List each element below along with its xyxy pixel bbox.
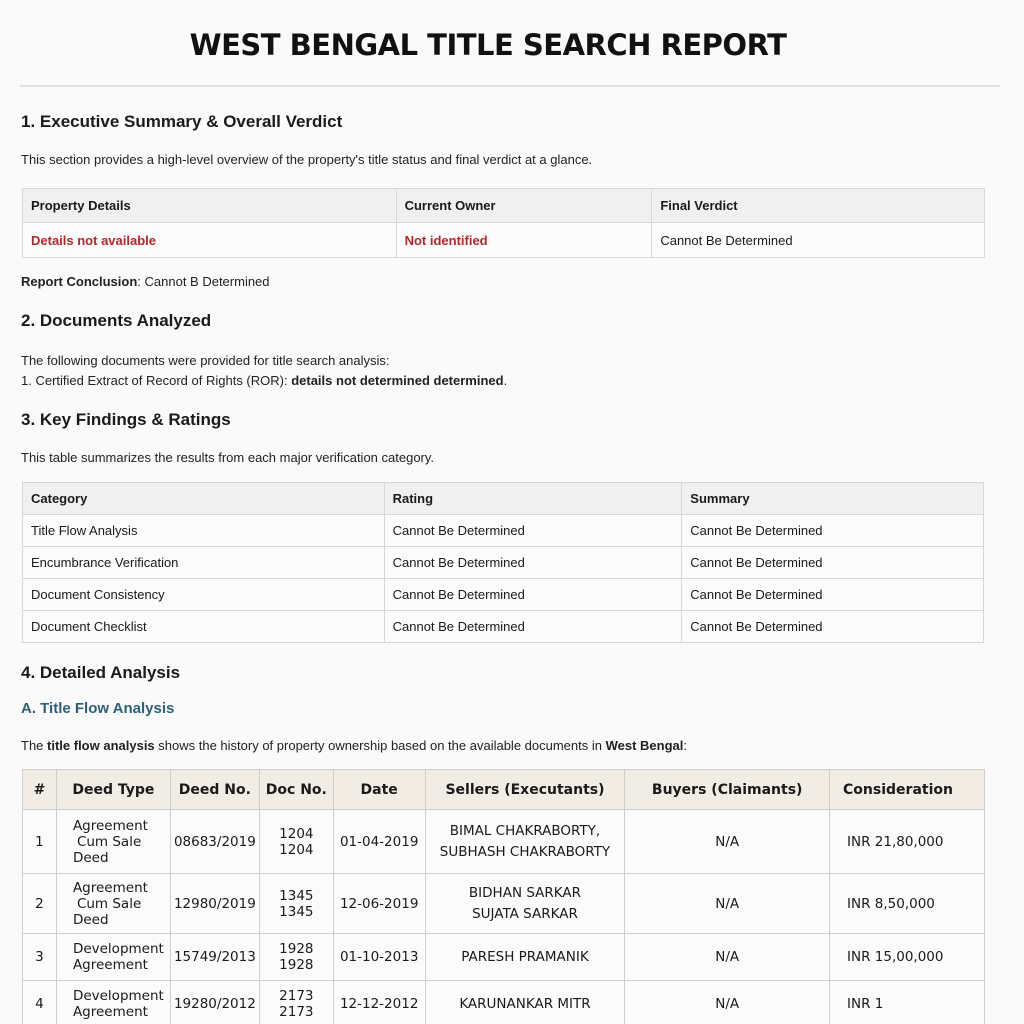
category-cell: Document Consistency: [23, 579, 385, 611]
section-3-heading: 3. Key Findings & Ratings: [21, 410, 231, 429]
seller-name: KARUNANKAR MITR: [459, 995, 591, 1012]
seller-name: SUBHASH CHAKRABORTY: [439, 843, 611, 860]
rating-cell: Cannot Be Determined: [384, 579, 682, 611]
buyers-cell: N/A: [625, 874, 830, 934]
intro-text: shows the history of property ownership based on the available documents in: [154, 738, 606, 753]
header-date: Date: [333, 770, 425, 810]
category-cell: Title Flow Analysis: [23, 515, 385, 547]
doc-no-line: 1204: [279, 841, 314, 858]
header-doc-no: Doc No.: [259, 770, 333, 810]
document-item-suffix: .: [503, 373, 508, 388]
deed-no-cell: 12980/2019: [170, 874, 259, 934]
deed-type-line: Development: [72, 988, 164, 1004]
deed-type-line: Cum Sale: [76, 833, 142, 850]
deed-type-line: Deed: [72, 849, 109, 866]
doc-no-line: 1204: [279, 825, 314, 842]
final-verdict-value: Cannot Be Determined: [652, 223, 985, 258]
table-row: [23, 981, 985, 1024]
header-consideration: Consideration: [830, 770, 985, 810]
current-owner-value: Not identified: [396, 223, 652, 258]
doc-no-line: 1345: [279, 887, 314, 904]
deed-type-cell: [56, 810, 170, 874]
title-flow-table: [22, 769, 985, 1024]
table-header-row: [23, 770, 985, 810]
category-cell: Encumbrance Verification: [23, 547, 385, 579]
deed-type-line: Agreement: [72, 817, 148, 834]
section-4-heading: 4. Detailed Analysis: [21, 663, 181, 682]
header-category: Category: [23, 483, 385, 515]
table-row: [23, 874, 985, 934]
deed-type-line: Agreement: [72, 1004, 148, 1020]
intro-state: West Bengal: [605, 738, 684, 753]
seller-name: BIMAL CHAKRABORTY,: [449, 822, 601, 839]
title-flow-subheading: A. Title Flow Analysis: [21, 700, 175, 717]
intro-text: The: [21, 738, 48, 753]
header-final-verdict: Final Verdict: [652, 189, 985, 223]
header-rating: Rating: [384, 483, 682, 515]
summary-cell: Cannot Be Determined: [682, 611, 984, 643]
header-sellers: Sellers (Executants): [425, 770, 625, 810]
document-name: 1. Certified Extract of Record of Rights (ROR):: [21, 373, 292, 388]
doc-no-line: 1345: [279, 903, 314, 920]
row-number: 3: [23, 934, 57, 981]
doc-no-cell: [259, 981, 333, 1024]
seller-name: BIDHAN SARKAR: [468, 884, 582, 901]
title-divider: [20, 85, 1000, 87]
sellers-cell: [425, 981, 625, 1024]
table-header-row: [23, 189, 985, 223]
row-number: 4: [23, 981, 57, 1024]
table-row: [23, 547, 984, 579]
table-row: [23, 515, 984, 547]
deed-no-cell: 08683/2019: [170, 810, 259, 874]
doc-no-line: 2173: [279, 988, 314, 1004]
sellers-cell: [425, 874, 625, 934]
date-cell: 01-04-2019: [333, 810, 425, 874]
consideration-cell: INR 8,50,000: [830, 874, 985, 934]
table-row: [23, 810, 985, 874]
header-current-owner: Current Owner: [396, 189, 652, 223]
buyers-cell: N/A: [625, 981, 830, 1024]
header-summary: Summary: [682, 483, 984, 515]
header-buyers: Buyers (Claimants): [625, 770, 830, 810]
deed-type-cell: [56, 874, 170, 934]
title-flow-intro: [21, 738, 687, 753]
deed-type-cell: [56, 934, 170, 981]
doc-no-line: 1928: [279, 941, 314, 957]
date-cell: 12-12-2012: [333, 981, 425, 1024]
date-cell: 01-10-2013: [333, 934, 425, 981]
buyers-cell: N/A: [625, 934, 830, 981]
deed-type-line: Agreement: [72, 879, 148, 896]
doc-no-cell: [259, 934, 333, 981]
table-row: [23, 223, 985, 258]
deed-no-cell: 15749/2013: [170, 934, 259, 981]
doc-no-line: 1928: [279, 957, 314, 973]
section-2-heading: 2. Documents Analyzed: [21, 311, 212, 330]
section-1-intro: This section provides a high-level overview of the property's title status and final verdict at a glance.: [21, 152, 593, 167]
section-3-intro: This table summarizes the results from each major verification category.: [21, 450, 435, 465]
row-number: 2: [23, 874, 57, 934]
intro-emphasis: title flow analysis: [47, 738, 155, 753]
key-findings-table: [22, 482, 984, 643]
summary-cell: Cannot Be Determined: [682, 515, 984, 547]
seller-name: PARESH PRAMANIK: [461, 948, 589, 965]
report-conclusion-label: Report Conclusion: [21, 274, 138, 289]
executive-summary-table: [22, 188, 985, 258]
table-row: [23, 611, 984, 643]
deed-type-line: Cum Sale: [76, 895, 142, 912]
deed-type-line: Deed: [72, 911, 109, 928]
doc-no-cell: [259, 810, 333, 874]
report-conclusion: [21, 274, 270, 289]
date-cell: 12-06-2019: [333, 874, 425, 934]
buyers-cell: N/A: [625, 810, 830, 874]
deed-no-cell: 19280/2012: [170, 981, 259, 1024]
category-cell: Document Checklist: [23, 611, 385, 643]
deed-type-line: Development: [72, 941, 164, 957]
consideration-cell: INR 15,00,000: [830, 934, 985, 981]
deed-type-line: Agreement: [72, 957, 148, 973]
rating-cell: Cannot Be Determined: [384, 515, 682, 547]
doc-no-cell: [259, 874, 333, 934]
report-conclusion-value: : Cannot B Determined: [137, 274, 270, 289]
consideration-cell: INR 21,80,000: [830, 810, 985, 874]
row-number: 1: [23, 810, 57, 874]
summary-cell: Cannot Be Determined: [682, 547, 984, 579]
sellers-cell: [425, 934, 625, 981]
table-row: [23, 579, 984, 611]
doc-no-line: 2173: [279, 1004, 314, 1020]
section-1-heading: 1. Executive Summary & Overall Verdict: [21, 112, 343, 131]
property-details-value: Details not available: [23, 223, 397, 258]
intro-text: :: [683, 738, 688, 753]
seller-name: SUJATA SARKAR: [472, 905, 578, 922]
rating-cell: Cannot Be Determined: [384, 611, 682, 643]
header-property-details: Property Details: [23, 189, 397, 223]
document-status: details not determined determined: [291, 373, 504, 388]
rating-cell: Cannot Be Determined: [384, 547, 682, 579]
header-deed-type: Deed Type: [56, 770, 170, 810]
section-2-intro: The following documents were provided for title search analysis:: [21, 353, 390, 368]
sellers-cell: [425, 810, 625, 874]
table-header-row: [23, 483, 984, 515]
report-title: WEST BENGAL TITLE SEARCH REPORT: [189, 28, 787, 62]
deed-type-cell: [56, 981, 170, 1024]
consideration-cell: INR 1: [830, 981, 985, 1024]
summary-cell: Cannot Be Determined: [682, 579, 984, 611]
header-number: #: [23, 770, 57, 810]
header-deed-no: Deed No.: [170, 770, 259, 810]
table-row: [23, 934, 985, 981]
document-list-item: [21, 373, 507, 388]
